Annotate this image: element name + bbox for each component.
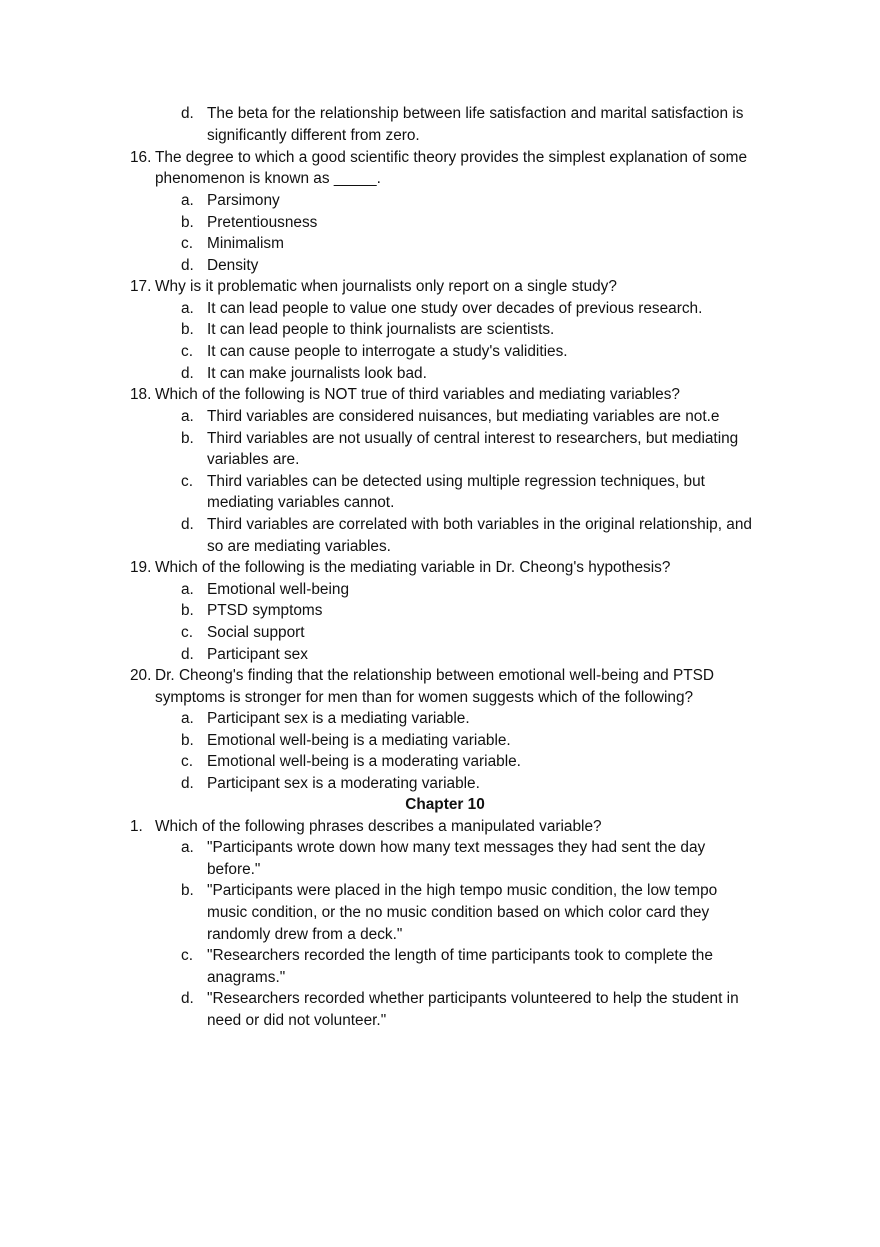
question-text: symptoms is stronger for men than for women suggests which of the following? (155, 689, 694, 706)
option-text: Third variables can be detected using multiple regression techniques, but (207, 473, 705, 490)
option-letter: b. (181, 602, 194, 619)
option-text: significantly different from zero. (207, 127, 420, 144)
option-text: need or did not volunteer." (207, 1012, 387, 1029)
option-text: randomly drew from a deck." (207, 926, 403, 943)
option-text: anagrams." (207, 969, 286, 986)
question-number: 20. (130, 667, 152, 684)
option-text: music condition, or the no music condition based on which color card they (207, 904, 710, 921)
question-text: Why is it problematic when journalists only report on a single study? (155, 278, 617, 295)
option-letter: d. (181, 775, 194, 792)
option-letter: d. (181, 646, 194, 663)
option-text: Pretentiousness (207, 214, 318, 231)
option-letter: c. (181, 473, 193, 490)
option-letter: a. (181, 839, 194, 856)
option-text: Emotional well-being is a moderating variable. (207, 753, 521, 770)
option-letter: c. (181, 753, 193, 770)
option-text: "Researchers recorded whether participants volunteered to help the student in (207, 990, 739, 1007)
chapter-heading: Chapter 10 (405, 796, 485, 813)
option-text: Third variables are considered nuisances, but mediating variables are not.e (207, 408, 720, 425)
question-number: 16. (130, 149, 152, 166)
option-text: Minimalism (207, 235, 284, 252)
option-text: Parsimony (207, 192, 280, 209)
option-text: Participant sex (207, 646, 308, 663)
option-text: Participant sex is a moderating variable. (207, 775, 480, 792)
option-text: The beta for the relationship between life satisfaction and marital satisfaction is (207, 105, 744, 122)
option-letter: c. (181, 947, 193, 964)
option-letter: a. (181, 300, 194, 317)
question-text: Which of the following is NOT true of third variables and mediating variables? (155, 386, 680, 403)
option-letter: c. (181, 235, 193, 252)
option-letter: a. (181, 408, 194, 425)
question-text: The degree to which a good scientific theory provides the simplest explanation of some (155, 149, 748, 166)
option-letter: d. (181, 257, 194, 274)
option-text: Emotional well-being (207, 581, 350, 598)
question-text: Which of the following phrases describes a manipulated variable? (155, 818, 602, 835)
question-number: 18. (130, 386, 152, 403)
option-letter: d. (181, 516, 194, 533)
option-letter: c. (181, 343, 193, 360)
option-text: "Researchers recorded the length of time participants took to complete the (207, 947, 713, 964)
option-text: PTSD symptoms (207, 602, 323, 619)
option-text: "Participants wrote down how many text messages they had sent the day (207, 839, 706, 856)
option-text: before." (207, 861, 261, 878)
option-text: mediating variables cannot. (207, 494, 395, 511)
option-letter: c. (181, 624, 193, 641)
option-letter: a. (181, 581, 194, 598)
question-number: 19. (130, 559, 152, 576)
option-text: It can lead people to think journalists are scientists. (207, 321, 555, 338)
option-letter: b. (181, 321, 194, 338)
option-text: "Participants were placed in the high tempo music condition, the low tempo (207, 882, 718, 899)
question-number: 17. (130, 278, 152, 295)
option-text: Social support (207, 624, 305, 641)
option-letter: d. (181, 365, 194, 382)
option-letter: b. (181, 732, 194, 749)
question-text: Dr. Cheong's finding that the relationship between emotional well-being and PTSD (155, 667, 715, 684)
question-number: 1. (130, 818, 143, 835)
option-text: Emotional well-being is a mediating variable. (207, 732, 511, 749)
option-text: It can cause people to interrogate a study's validities. (207, 343, 568, 360)
option-text: Participant sex is a mediating variable. (207, 710, 470, 727)
question-text: Which of the following is the mediating variable in Dr. Cheong's hypothesis? (155, 559, 671, 576)
option-text: Third variables are not usually of central interest to researchers, but mediating (207, 430, 739, 447)
option-text: It can lead people to value one study over decades of previous research. (207, 300, 703, 317)
option-letter: d. (181, 990, 194, 1007)
option-letter: a. (181, 192, 194, 209)
option-text: Third variables are correlated with both variables in the original relationship, and (207, 516, 752, 533)
option-text: It can make journalists look bad. (207, 365, 427, 382)
option-letter: d. (181, 105, 194, 122)
option-letter: a. (181, 710, 194, 727)
option-text: Density (207, 257, 259, 274)
option-text: variables are. (207, 451, 300, 468)
option-letter: b. (181, 882, 194, 899)
question-text: phenomenon is known as _____. (155, 170, 381, 187)
option-letter: b. (181, 214, 194, 231)
option-letter: b. (181, 430, 194, 447)
option-text: so are mediating variables. (207, 538, 391, 555)
